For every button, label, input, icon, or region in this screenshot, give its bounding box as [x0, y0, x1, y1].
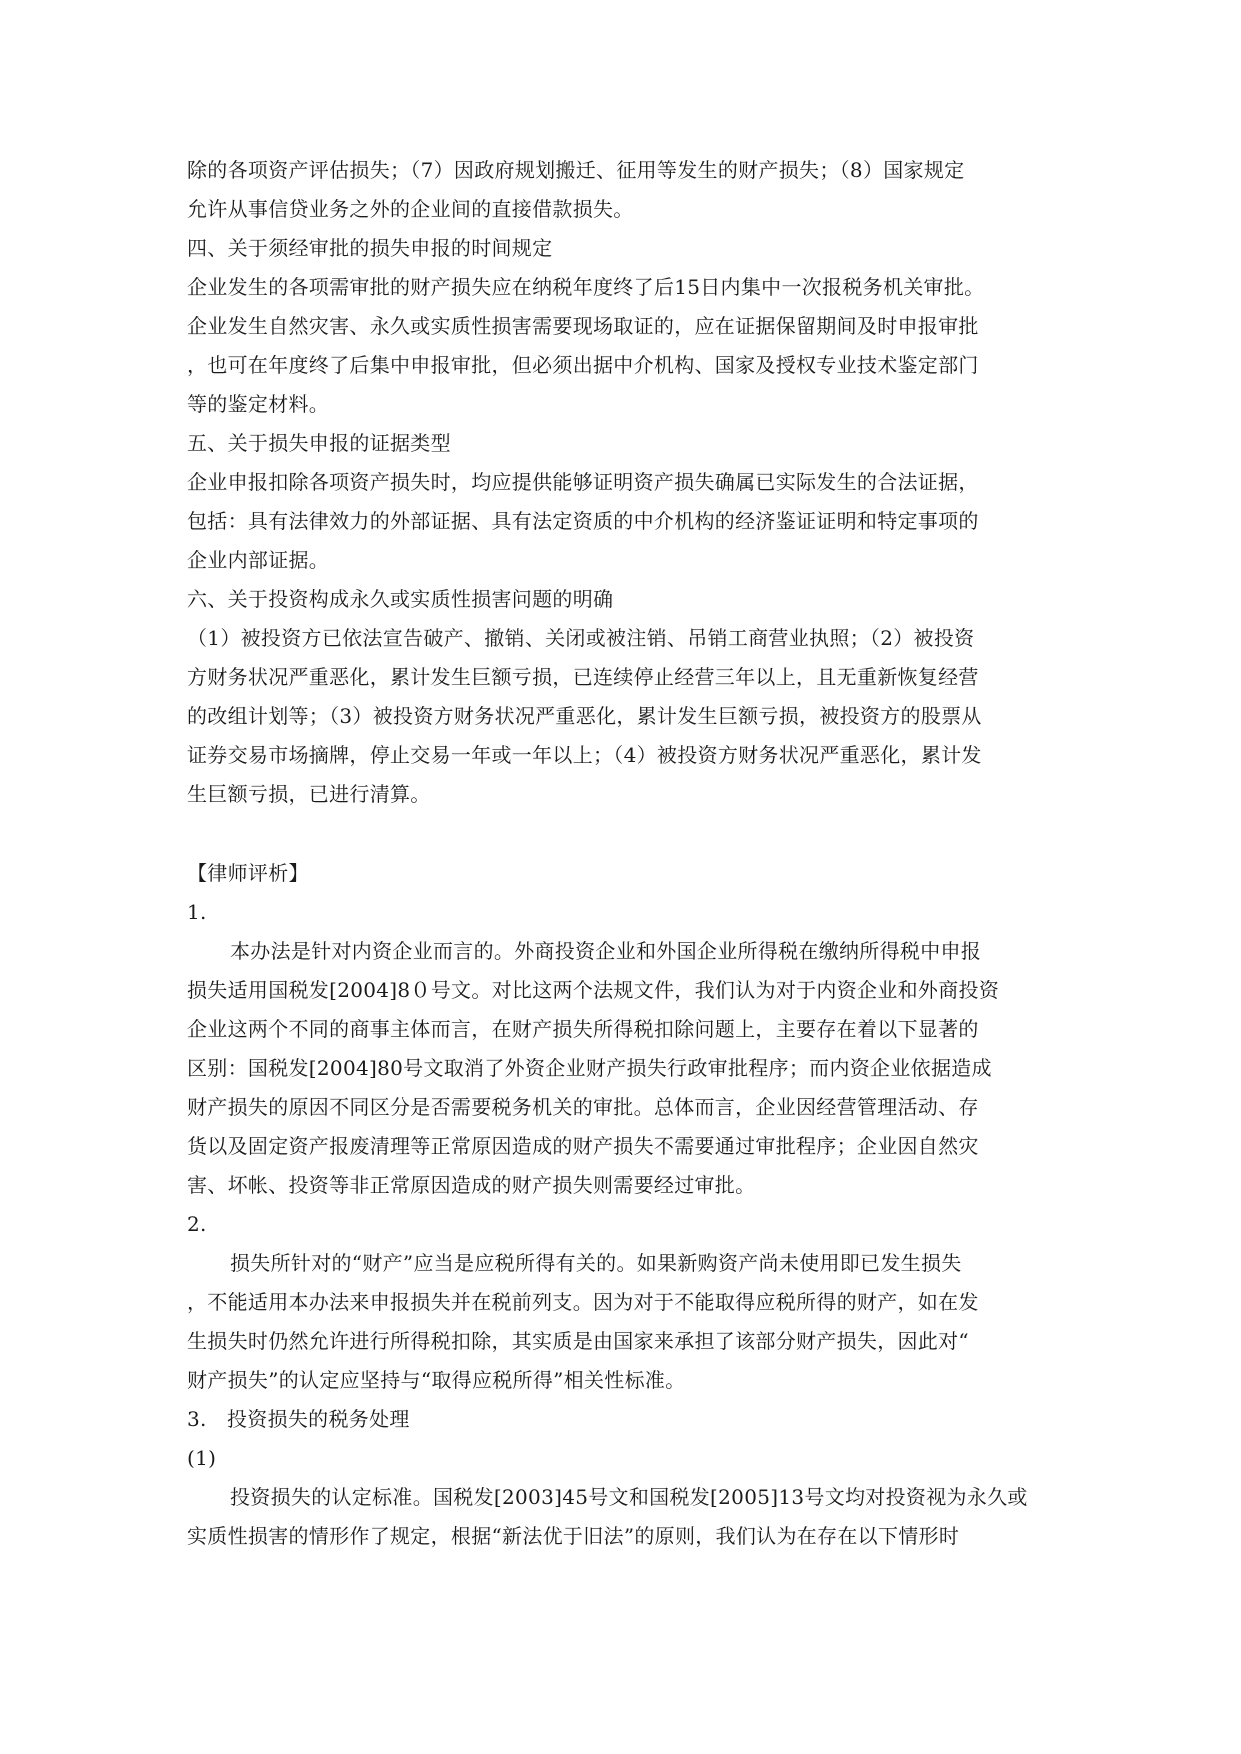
- text-line: 方财务状况严重恶化，累计发生巨额亏损，已连续停止经营三年以上，且无重新恢复经营: [187, 665, 979, 689]
- text-line: 允许从事信贷业务之外的企业间的直接借款损失。: [187, 197, 634, 221]
- text-line: 生巨额亏损，已进行清算。: [187, 782, 431, 806]
- text-line: ，也可在年度终了后集中申报审批，但必须出据中介机构、国家及授权专业技术鉴定部门: [187, 353, 979, 377]
- text-line: 区别：国税发[2004]80号文取消了外资企业财产损失行政审批程序；而内资企业依据造成: [187, 1056, 992, 1080]
- section-heading: 四、关于须经审批的损失申报的时间规定: [187, 236, 553, 260]
- text-line: 企业发生自然灾害、永久或实质性损害需要现场取证的，应在证据保留期间及时申报审批: [187, 314, 979, 338]
- item-number: 1.: [187, 900, 207, 924]
- text-line: 投资损失的认定标准。国税发[2003]45号文和国税发[2005]13号文均对投资视为永久或: [230, 1485, 1028, 1509]
- item-heading: 3. 投资损失的税务处理: [187, 1407, 410, 1431]
- blank-gap: [187, 814, 1059, 854]
- section-heading: 五、关于损失申报的证据类型: [187, 431, 451, 455]
- text-line: 损失所针对的“财产”应当是应税所得有关的。如果新购资产尚未使用即已发生损失: [230, 1251, 962, 1275]
- text-line: ，不能适用本办法来申报损失并在税前列支。因为对于不能取得应税所得的财产，如在发: [187, 1290, 979, 1314]
- text-line: 等的鉴定材料。: [187, 392, 330, 416]
- text-line: 企业这两个不同的商事主体而言，在财产损失所得税扣除问题上，主要存在着以下显著的: [187, 1017, 979, 1041]
- text-line: 企业申报扣除各项资产损失时，均应提供能够证明资产损失确属已实际发生的合法证据，: [187, 470, 979, 494]
- text-line: 实质性损害的情形作了规定，根据“新法优于旧法”的原则，我们认为在存在以下情形时: [187, 1524, 960, 1548]
- text-line: 企业内部证据。: [187, 548, 330, 572]
- text-line: 财产损失的原因不同区分是否需要税务机关的审批。总体而言，企业因经营管理活动、存: [187, 1095, 979, 1119]
- text-line: 货以及固定资产报废清理等正常原因造成的财产损失不需要通过审批程序；企业因自然灾: [187, 1134, 979, 1158]
- text-line: 企业发生的各项需审批的财产损失应在纳税年度终了后15日内集中一次报税务机关审批。: [187, 275, 985, 299]
- section-heading: 六、关于投资构成永久或实质性损害问题的明确: [187, 587, 614, 611]
- text-line: （1）被投资方已依法宣告破产、撤销、关闭或被注销、吊销工商营业执照；（2）被投资: [187, 626, 975, 650]
- text-line: 损失适用国税发[2004]8０号文。对比这两个法规文件，我们认为对于内资企业和外商投资: [187, 978, 1000, 1002]
- document-body: [187, 151, 1059, 1556]
- text-line: 包括：具有法律效力的外部证据、具有法定资质的中介机构的经济鉴证证明和特定事项的: [187, 509, 979, 533]
- text-line: 财产损失”的认定应坚持与“取得应税所得”相关性标准。: [187, 1368, 686, 1392]
- text-line: 证券交易市场摘牌，停止交易一年或一年以上；（4）被投资方财务状况严重恶化，累计发: [187, 743, 982, 767]
- section-heading: 【律师评析】: [187, 861, 309, 885]
- text-line: 害、坏帐、投资等非正常原因造成的财产损失则需要经过审批。: [187, 1173, 756, 1197]
- item-number: 2.: [187, 1212, 207, 1236]
- text-line: 本办法是针对内资企业而言的。外商投资企业和外国企业所得税在缴纳所得税中申报: [230, 939, 982, 963]
- item-number: (1): [187, 1446, 217, 1470]
- text-line: 生损失时仍然允许进行所得税扣除，其实质是由国家来承担了该部分财产损失，因此对“: [187, 1329, 969, 1353]
- text-line: 除的各项资产评估损失；（7）因政府规划搬迁、征用等发生的财产损失；（8）国家规定: [187, 158, 965, 182]
- text-line: 的改组计划等；（3）被投资方财务状况严重恶化，累计发生巨额亏损，被投资方的股票从: [187, 704, 982, 728]
